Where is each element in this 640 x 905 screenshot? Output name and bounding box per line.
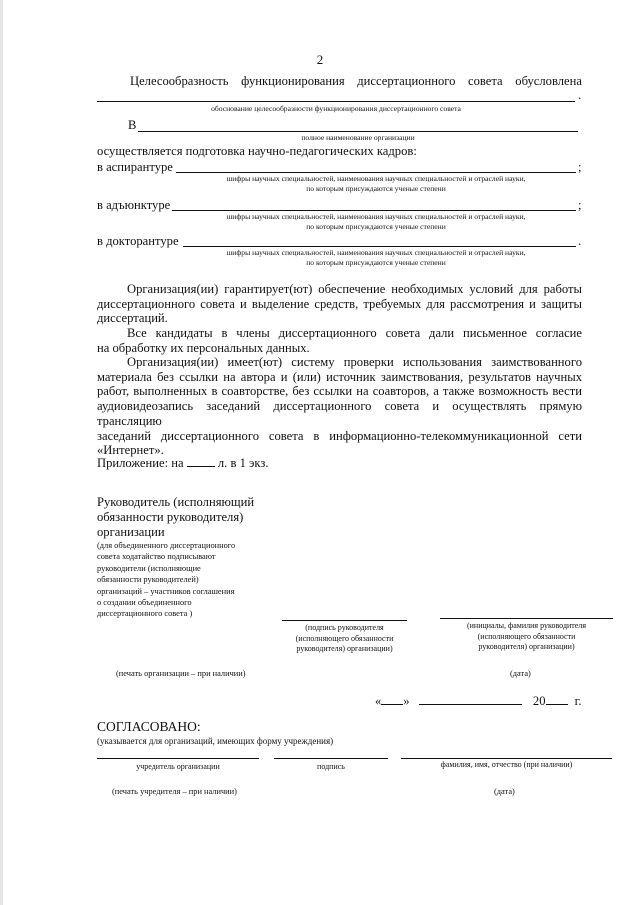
org-caption: полное наименование организации <box>301 133 415 142</box>
founder-name-caption: фамилия, имя, отчество (при наличии) <box>440 760 573 769</box>
day-blank <box>381 692 403 705</box>
attachment-line: Приложение: на л. в 1 экз. <box>97 456 269 470</box>
intro-end-mark: . <box>578 88 582 102</box>
paragraph-consent: Все кандидаты в члены диссертационного совета дали письменное согласие на обработку их персональных данных. <box>97 326 582 355</box>
founder-line <box>97 758 259 759</box>
head-title: Руководитель (исполняющий обязанности руководителя) организации <box>97 495 255 539</box>
intro-word: обусловлена <box>515 74 582 88</box>
paragraph-guarantee: Организация(ии) гарантирует(ют) обеспечение необходимых условий для работы диссертационного совета и выделение средств, требуемых для рассмотрения и защиты диссертаций. <box>97 282 582 326</box>
year-blank <box>546 692 568 705</box>
adjunktura-fill-line <box>172 210 576 211</box>
intro-fill-line <box>97 101 575 102</box>
founder-name-line <box>401 758 612 759</box>
adjunktura-caption: шифры научных специальностей, наименования научных специальностей и отраслей науки, по которым присуждаются ученые степени <box>226 212 526 231</box>
approved-title: СОГЛАСОВАНО: <box>97 719 201 734</box>
intro-word: Целесообразность <box>130 74 229 88</box>
scan-edge <box>0 0 3 905</box>
doktorantura-end-mark: . <box>578 234 582 248</box>
org-prefix: В <box>128 118 137 132</box>
head-note: (для объединенного диссертационного совета ходатайство подписывают руководители (исполняющие обязанности руководителей) организаций – участников соглашения о создании объединенного диссертационного совета ) <box>97 541 236 619</box>
name-caption: (инициалы, фамилия руководителя (исполняющего обязанности руководителя) организации) <box>466 621 587 651</box>
page-number: 2 <box>316 52 324 67</box>
founder-date-caption: (дата) <box>494 787 515 796</box>
founder-signature-caption: подпись <box>317 762 345 771</box>
month-blank <box>419 692 522 705</box>
paragraph-plagiarism-check: Организация(ии) имеет(ют) систему проверки использования заимствованного материала без ссылки на автора и (или) источник заимствования, результатов научных работ, выполненных в соавторстве, без ссылки на соавторов, а также возможность вести аудиовидеозапись заседаний диссертационного совета и осуществлять прямую трансляцию заседаний диссертационного совета в информационно-телекоммуникационной сети «Интернет». <box>97 355 582 458</box>
aspirantura-caption: шифры научных специальностей, наименования научных специальностей и отраслей науки, по которым присуждаются ученые степени <box>226 174 526 193</box>
intro-line <box>130 74 582 89</box>
date-line: « » 20 г. <box>375 694 582 708</box>
date-caption: (дата) <box>510 669 531 678</box>
aspirantura-fill-line <box>176 172 576 173</box>
stamp-caption: (печать организации – при наличии) <box>116 669 246 678</box>
founder-stamp-caption: (печать учредителя – при наличии) <box>112 787 237 796</box>
intro-caption: обоснование целесообразности функционирования диссертационного совета <box>211 104 461 113</box>
founder-caption: учредитель организации <box>136 762 220 771</box>
intro-word: функционирования <box>241 74 345 88</box>
doktorantura-label: в докторантуре <box>97 234 179 248</box>
signature-caption: (подпись руководителя (исполняющего обязанности руководителя) организации) <box>295 623 394 653</box>
doktorantura-fill-line <box>183 246 576 247</box>
founder-signature-line <box>274 758 388 759</box>
attachment-pages-blank <box>187 454 215 467</box>
adjunktura-label: в адъюнктуре <box>97 198 171 212</box>
intro-word: совета <box>468 74 503 88</box>
training-line: осуществляется подготовка научно-педагогических кадров: <box>97 144 417 158</box>
name-line <box>440 618 613 619</box>
adjunktura-end-mark: ; <box>578 198 582 212</box>
intro-word: диссертационного <box>357 74 456 88</box>
doktorantura-caption: шифры научных специальностей, наименования научных специальностей и отраслей науки, по которым присуждаются ученые степени <box>226 248 526 267</box>
org-fill-line <box>138 131 578 132</box>
signature-line <box>282 620 407 621</box>
aspirantura-label: в аспирантуре <box>97 160 173 174</box>
aspirantura-end-mark: ; <box>578 160 582 174</box>
approved-note: (указывается для организаций, имеющих форму учреждения) <box>97 736 334 746</box>
